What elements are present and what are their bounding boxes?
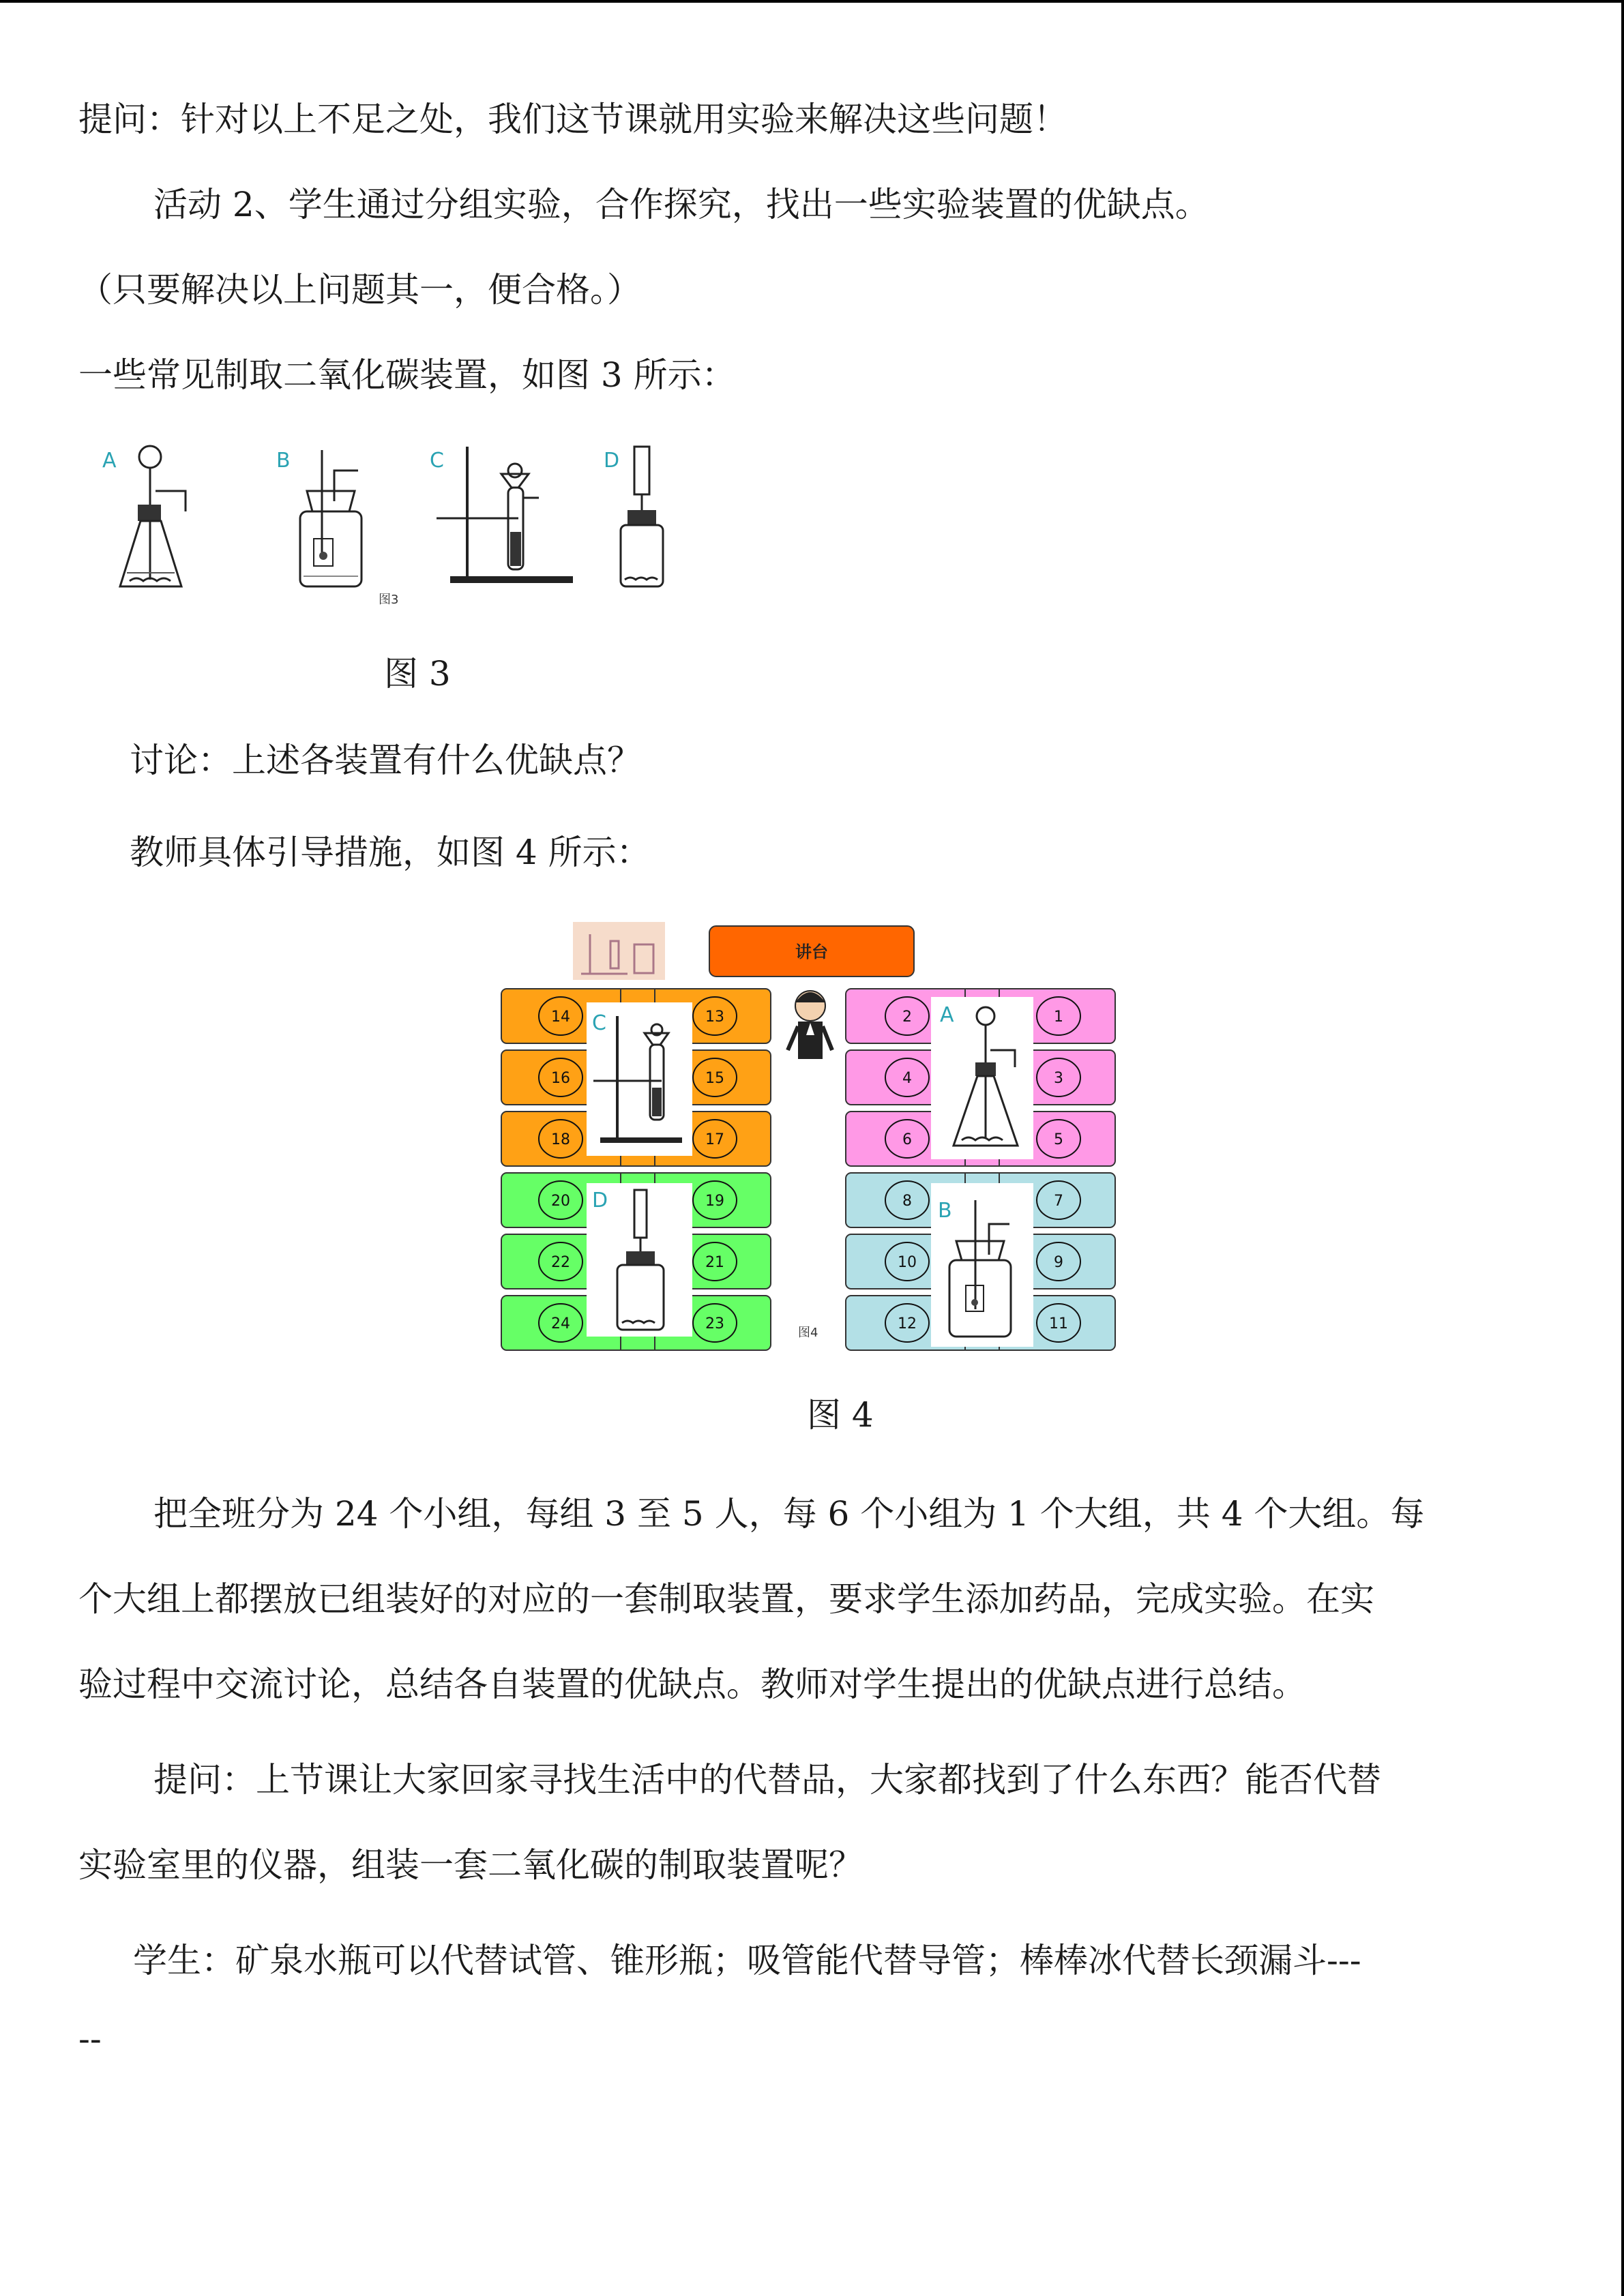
svg-text:1: 1 [1054, 1009, 1063, 1026]
svg-text:17: 17 [705, 1131, 724, 1148]
podium [709, 926, 914, 976]
svg-text:6: 6 [902, 1131, 912, 1148]
svg-text:10: 10 [898, 1254, 917, 1271]
page-right-border [1621, 0, 1624, 2296]
svg-text:8: 8 [902, 1193, 912, 1210]
figure-4-intro: 教师具体引导措施，如图 4 所示： [130, 833, 651, 872]
svg-text:21: 21 [705, 1254, 724, 1271]
station-a-apparatus-icon [931, 997, 1033, 1159]
svg-text:13: 13 [705, 1009, 724, 1026]
svg-text:讲台: 讲台 [795, 942, 828, 961]
svg-text:24: 24 [551, 1315, 570, 1332]
apparatus-thumbnail-icon [573, 922, 665, 980]
student-answer-line-2: -- [78, 2019, 102, 2059]
grouping-paragraph-line-1: 把全班分为 24 个小组，每组 3 至 5 人，每 6 个小组为 1 个大组，共 4 个大组。每 [153, 1494, 1425, 1534]
station-c-apparatus-icon [587, 1002, 692, 1156]
svg-text:14: 14 [551, 1009, 570, 1026]
svg-text:5: 5 [1054, 1131, 1063, 1148]
teacher-icon [788, 991, 832, 1059]
apparatus-b-icon [276, 449, 398, 607]
discussion-question: 讨论：上述各装置有什么优缺点？ [130, 741, 641, 780]
activity-2-paragraph: 活动 2、学生通过分组实验，合作探究，找出一些实验装置的优缺点。 [153, 185, 1209, 224]
grouping-paragraph-line-3: 验过程中交流讨论，总结各自装置的优缺点。教师对学生提出的优缺点进行总结。 [78, 1665, 1306, 1704]
figure-4-classroom-layout [498, 914, 1125, 1364]
figure-3-small-caption: 图3 [379, 593, 399, 607]
figure-3-intro: 一些常见制取二氧化碳装置，如图 3 所示： [78, 355, 736, 395]
svg-text:20: 20 [551, 1193, 570, 1210]
apparatus-a-icon [102, 446, 186, 586]
question-paragraph-2-line-2: 实验室里的仪器，组装一套二氧化碳的制取装置呢？ [78, 1845, 863, 1885]
svg-text:15: 15 [705, 1070, 724, 1087]
svg-text:A: A [102, 449, 117, 473]
svg-text:B: B [938, 1199, 952, 1223]
svg-text:22: 22 [551, 1254, 570, 1271]
svg-text:12: 12 [898, 1315, 917, 1332]
figure-4-small-caption: 图4 [798, 1326, 818, 1340]
svg-text:7: 7 [1054, 1193, 1063, 1210]
svg-text:19: 19 [705, 1193, 724, 1210]
page-top-border [0, 0, 1624, 3]
svg-text:4: 4 [902, 1070, 912, 1087]
station-d-apparatus-icon [587, 1183, 692, 1337]
question-paragraph-2-line-1: 提问：上节课让大家回家寻找生活中的代替品，大家都找到了什么东西？能否代替 [153, 1760, 1381, 1800]
svg-text:C: C [592, 1011, 606, 1035]
svg-text:11: 11 [1049, 1315, 1068, 1332]
apparatus-d-icon [604, 447, 663, 586]
svg-text:D: D [592, 1189, 608, 1212]
apparatus-c-icon [430, 447, 573, 583]
svg-text:16: 16 [551, 1070, 570, 1087]
svg-text:C: C [430, 449, 444, 473]
svg-text:3: 3 [1054, 1070, 1063, 1087]
grouping-paragraph-line-2: 个大组上都摆放已组装好的对应的一套制取装置，要求学生添加药品，完成实验。在实 [78, 1579, 1374, 1619]
svg-text:9: 9 [1054, 1254, 1063, 1271]
station-b-apparatus-icon [931, 1183, 1033, 1347]
student-answer-line-1: 学生：矿泉水瓶可以代替试管、锥形瓶；吸管能代替导管；棒棒冰代替长颈漏斗--- [133, 1941, 1361, 1980]
svg-text:23: 23 [705, 1315, 724, 1332]
figure-3-caption: 图 3 [384, 654, 451, 694]
svg-text:B: B [276, 449, 291, 473]
svg-text:D: D [604, 449, 620, 473]
figure-3-apparatus [95, 436, 709, 614]
figure-4-caption: 图 4 [807, 1395, 874, 1435]
pass-criteria-note: （只要解决以上问题其一，便合格。） [78, 270, 641, 310]
svg-text:18: 18 [551, 1131, 570, 1148]
svg-text:2: 2 [902, 1009, 912, 1026]
svg-text:A: A [940, 1003, 954, 1027]
question-paragraph-1: 提问：针对以上不足之处，我们这节课就用实验来解决这些问题！ [78, 100, 1067, 139]
